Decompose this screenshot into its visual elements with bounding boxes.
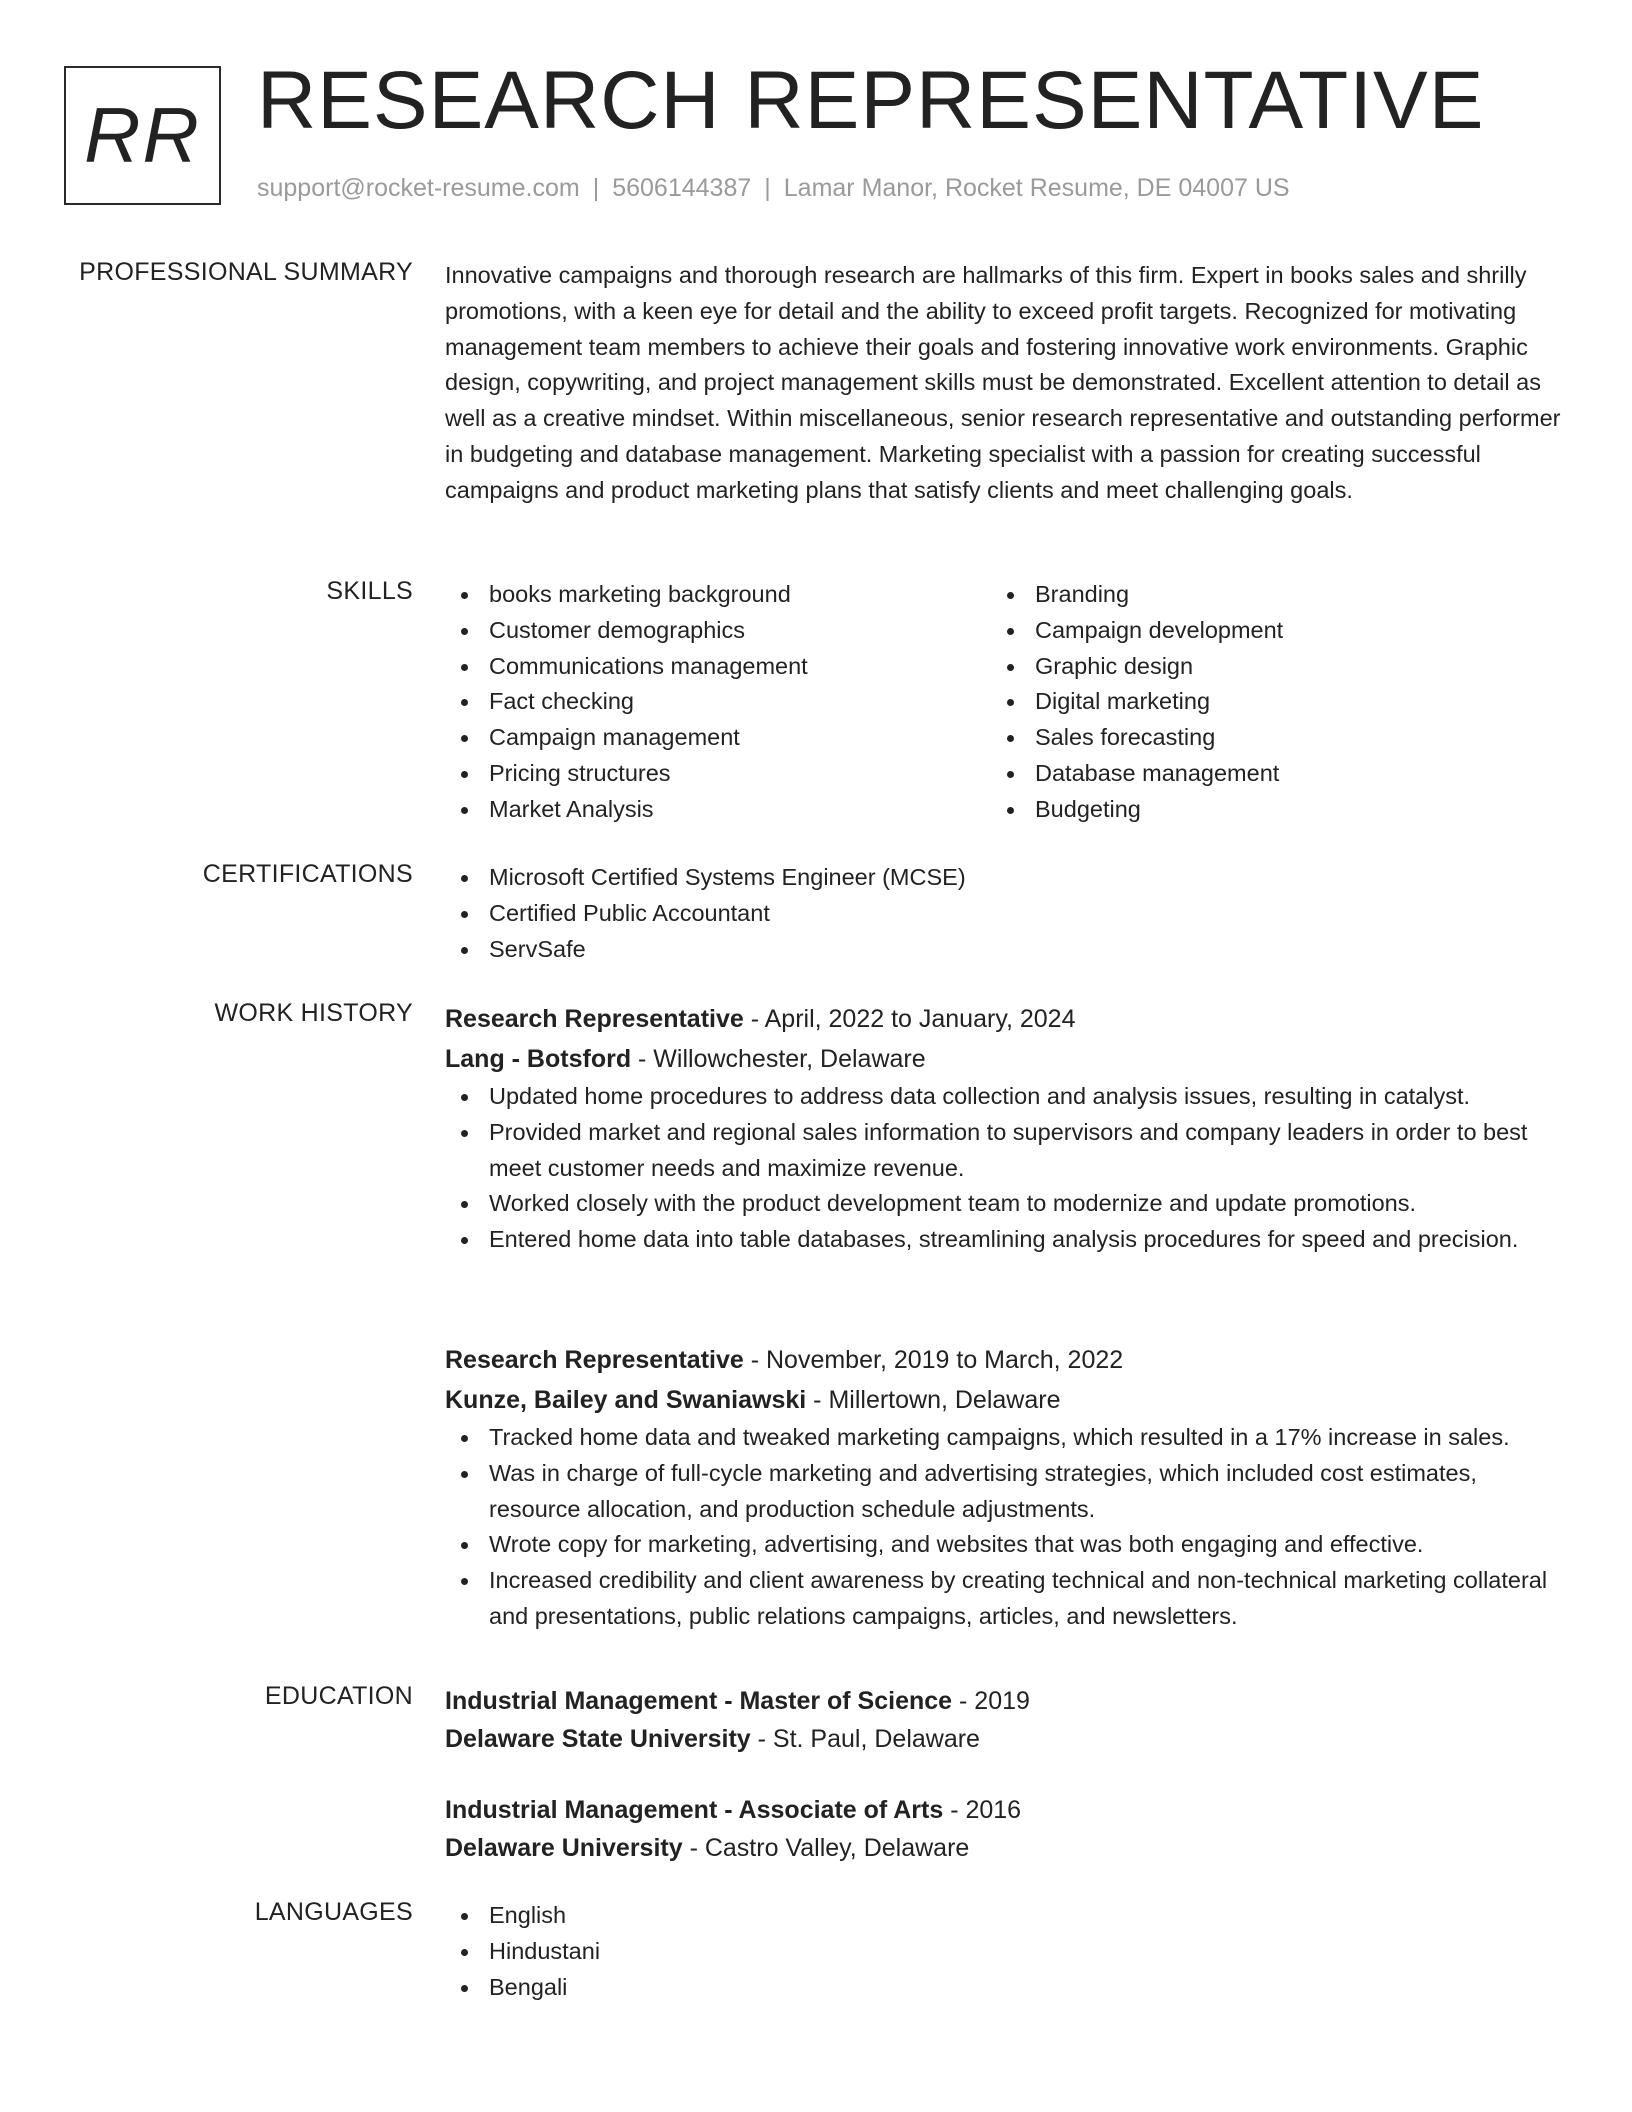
contact-separator: | (592, 174, 600, 202)
language-item: Hindustani (445, 1934, 1563, 1970)
job-dates: - November, 2019 to March, 2022 (743, 1346, 1124, 1374)
certifications-list (445, 860, 1563, 967)
monogram-logo: RR (64, 66, 221, 205)
skill-item: Budgeting (991, 792, 1537, 828)
email-text[interactable]: support@rocket-resume.com (257, 174, 580, 202)
section-label: SKILLS (326, 577, 413, 605)
address-text: Lamar Manor, Rocket Resume, DE 04007 US (783, 174, 1290, 202)
education-entry (445, 1791, 1563, 1867)
skill-item: Graphic design (991, 649, 1537, 685)
languages-list (445, 1898, 1563, 2005)
edu-degree-line (445, 1682, 1563, 1720)
job-bullets (445, 1079, 1563, 1258)
edu-degree: Industrial Management - Master of Science (445, 1687, 953, 1715)
phone-text[interactable]: 5606144387 (612, 174, 752, 202)
job-company: Lang - Botsford (445, 1045, 632, 1073)
job-company: Kunze, Bailey and Swaniawski (445, 1386, 807, 1414)
skills-left-list (445, 577, 991, 828)
skill-item: Digital marketing (991, 684, 1537, 720)
job-company-line (445, 1039, 1563, 1079)
edu-location: - St. Paul, Delaware (750, 1725, 980, 1753)
certification-item: ServSafe (445, 932, 1563, 968)
skill-item: Communications management (445, 649, 991, 685)
language-item: English (445, 1898, 1563, 1934)
skill-item: Pricing structures (445, 756, 991, 792)
edu-school-line (445, 1829, 1563, 1867)
edu-school: Delaware University (445, 1834, 683, 1862)
job-company-line (445, 1380, 1563, 1420)
certification-item: Microsoft Certified Systems Engineer (MCSE) (445, 860, 1563, 896)
certification-item: Certified Public Accountant (445, 896, 1563, 932)
job-title-line (445, 999, 1563, 1039)
job-bullets (445, 1420, 1563, 1635)
section-label: WORK HISTORY (214, 999, 413, 1027)
edu-year: - 2019 (952, 1687, 1030, 1715)
section-label: LANGUAGES (254, 1898, 413, 1926)
job-entry (445, 999, 1563, 1258)
skill-item: Campaign development (991, 613, 1537, 649)
job-location: - Millertown, Delaware (806, 1386, 1061, 1414)
job-title-line (445, 1340, 1563, 1380)
job-location: - Willowchester, Delaware (631, 1045, 926, 1073)
resume-title: RESEARCH REPRESENTATIVE (257, 55, 1485, 146)
edu-year: - 2016 (943, 1796, 1022, 1824)
job-title: Research Representative (445, 1005, 744, 1033)
job-title: Research Representative (445, 1346, 744, 1374)
skill-item: Branding (991, 577, 1537, 613)
skill-item: Fact checking (445, 684, 991, 720)
job-dates: - April, 2022 to January, 2024 (743, 1005, 1076, 1033)
job-bullet: Entered home data into table databases, streamlining analysis procedures for speed and precision. (445, 1222, 1563, 1258)
job-bullet: Tracked home data and tweaked marketing campaigns, which resulted in a 17% increase in sales. (445, 1420, 1563, 1456)
edu-location: - Castro Valley, Delaware (682, 1834, 970, 1862)
section-label: EDUCATION (264, 1682, 413, 1710)
job-bullet: Provided market and regional sales information to supervisors and company leaders in order to best meet customer needs and maximize revenue. (445, 1115, 1563, 1187)
job-bullet: Worked closely with the product development team to modernize and update promotions. (445, 1186, 1563, 1222)
skill-item: Market Analysis (445, 792, 991, 828)
job-bullet: Increased credibility and client awareness by creating technical and non-technical marketing collateral and presentations, public relations campaigns, articles, and newsletters. (445, 1563, 1563, 1635)
skill-item: Campaign management (445, 720, 991, 756)
skill-item: Customer demographics (445, 613, 991, 649)
skill-item: Sales forecasting (991, 720, 1537, 756)
job-bullet: Was in charge of full-cycle marketing and advertising strategies, which included cost estimates, resource allocation, and production schedule adjustments. (445, 1456, 1563, 1528)
job-bullet: Updated home procedures to address data collection and analysis issues, resulting in catalyst. (445, 1079, 1563, 1115)
education-entry (445, 1682, 1563, 1758)
skill-item: books marketing background (445, 577, 991, 613)
job-entry (445, 1340, 1563, 1635)
contact-separator: | (764, 174, 771, 202)
edu-degree: Industrial Management - Associate of Arts (445, 1796, 944, 1824)
edu-school: Delaware State University (445, 1725, 751, 1753)
skill-item: Database management (991, 756, 1537, 792)
job-bullet: Wrote copy for marketing, advertising, and websites that was both engaging and effective. (445, 1527, 1563, 1563)
skills-right-list (991, 577, 1537, 828)
edu-school-line (445, 1720, 1563, 1758)
summary-text: Innovative campaigns and thorough research are hallmarks of this firm. Expert in books sales and shrilly promotions, with a keen eye for detail and the ability to exceed profit targets. Recognized for motivating management team members to achieve their goals and fostering innovative work environments. Graphic design, copywriting, and project management skills must be demonstrated. Excellent attention to detail as well as a creative mindset. Within miscellaneous, senior research representative and outstanding performer in budgeting and database management. Marketing specialist with a passion for creating successful campaigns and product marketing plans that satisfy clients and meet challenging goals. (445, 262, 1561, 503)
language-item: Bengali (445, 1970, 1563, 2006)
section-label: PROFESSIONAL SUMMARY (79, 258, 413, 286)
section-label: CERTIFICATIONS (202, 860, 413, 888)
edu-degree-line (445, 1791, 1563, 1829)
contact-line (257, 174, 1290, 203)
